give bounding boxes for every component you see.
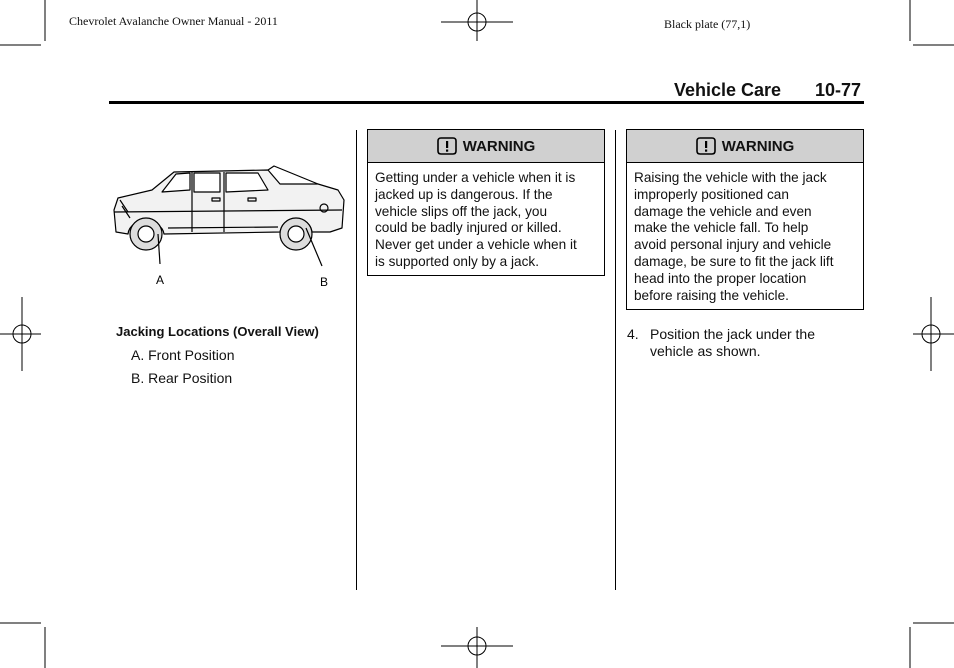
warning-line: damage, be sure to fit the jack lift — [634, 253, 834, 269]
warning-line: before raising the vehicle. — [634, 287, 789, 303]
column-divider-1 — [356, 130, 357, 590]
warning-line: vehicle slips off the jack, you — [375, 203, 548, 219]
warning-line: damage the vehicle and even — [634, 203, 812, 219]
warning-icon — [437, 137, 457, 155]
warning-line: improperly positioned can — [634, 186, 789, 202]
warning-heading: WARNING — [721, 137, 795, 155]
header-rule — [109, 101, 864, 104]
vehicle-illustration — [108, 160, 348, 295]
figure-caption: Jacking Locations (Overall View) — [116, 324, 319, 339]
manual-title: Chevrolet Avalanche Owner Manual - 2011 — [69, 14, 278, 28]
warning-header — [627, 130, 863, 163]
step-text — [650, 326, 815, 360]
label-a: A — [156, 273, 165, 287]
step-line: Position the jack under the — [650, 326, 815, 342]
warning-line: Raising the vehicle with the jack — [634, 170, 827, 185]
warning-line: make the vehicle fall. To help — [634, 220, 809, 236]
warning-line: is supported only by a jack. — [375, 253, 539, 269]
warning-line: head into the proper location — [634, 270, 807, 286]
warning-box — [367, 129, 605, 276]
warning-line: could be badly injured or killed. — [375, 220, 562, 236]
warning-line: avoid personal injury and vehicle — [634, 237, 832, 253]
warning-box — [626, 129, 864, 310]
warning-header — [368, 130, 604, 163]
warning-line: Never get under a vehicle when it — [375, 237, 577, 253]
page-number: 10-77 — [815, 80, 862, 100]
warning-line: jacked up is dangerous. If the — [375, 186, 553, 202]
warning-icon — [696, 137, 716, 155]
plate-label: Black plate (77,1) — [664, 17, 751, 31]
warning-line: Getting under a vehicle when it is — [375, 170, 576, 185]
section-title: Vehicle Care — [674, 80, 782, 100]
column-divider-2 — [615, 130, 616, 590]
warning-text — [368, 163, 604, 277]
label-b: B — [320, 275, 329, 289]
warning-text — [627, 163, 863, 310]
warning-heading: WARNING — [462, 137, 536, 155]
step-line: vehicle as shown. — [650, 342, 761, 359]
list-item: A. Front Position — [131, 347, 235, 363]
list-item: B. Rear Position — [131, 370, 233, 386]
step-number: 4. — [627, 326, 639, 342]
